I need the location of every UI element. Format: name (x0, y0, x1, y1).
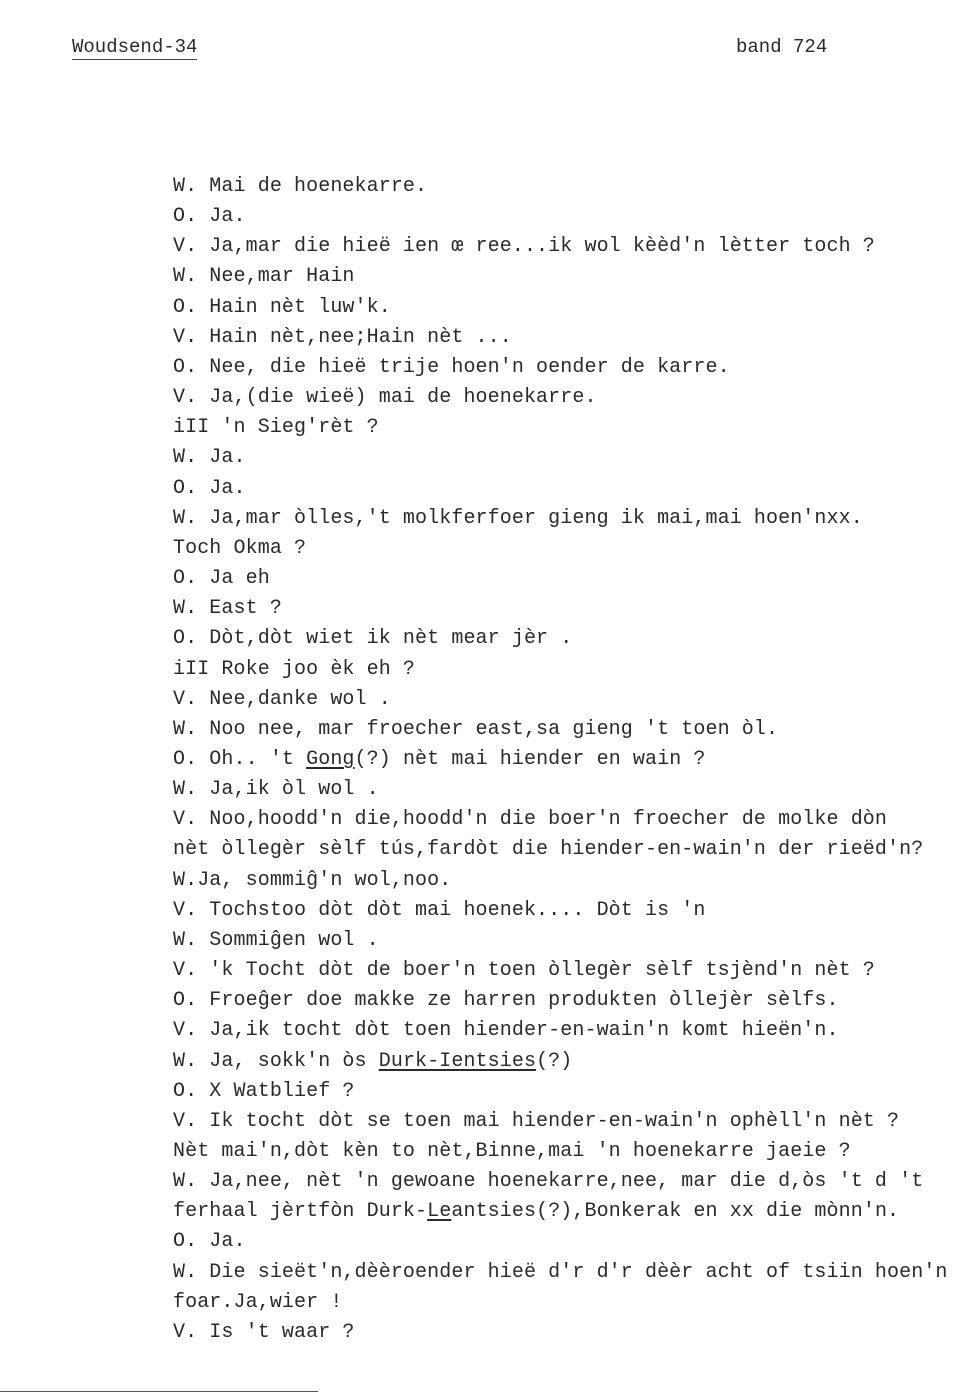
transcript-line (173, 1167, 948, 1197)
transcript-line (173, 443, 948, 473)
line-text: O. Ja. (173, 205, 246, 229)
transcript-line (173, 383, 948, 413)
transcript-line (173, 232, 948, 262)
transcript-line (173, 564, 948, 594)
transcript-line (173, 293, 948, 323)
line-text: V. Noo,hoodd'n die,hoodd'n die boer'n froecher de molke dòn (173, 808, 888, 832)
transcript-line (173, 534, 948, 564)
line-text: W. Ja. (173, 446, 246, 470)
line-text: O. Oh.. 't (173, 747, 307, 771)
transcript-line (173, 413, 948, 443)
transcript-line (173, 323, 948, 353)
transcript-line (173, 986, 948, 1016)
transcript-line (173, 262, 948, 292)
transcript-line (173, 1137, 948, 1167)
line-text: (?) nèt mai hiender en wain ? (354, 747, 706, 771)
transcript-line (173, 172, 948, 202)
line-text: W.Ja, sommiĝ'n wol,noo. (173, 868, 452, 892)
transcript-line (173, 1227, 948, 1257)
line-text: O. X Watblief ? (173, 1079, 355, 1103)
line-text: O. Hain nèt luw'k. (173, 295, 391, 319)
line-text: O. Ja. (173, 476, 246, 500)
line-text: W. East ? (173, 597, 282, 621)
transcript-line (173, 1016, 948, 1046)
transcript-line (173, 1107, 948, 1137)
transcript-line (173, 202, 948, 232)
line-text: W. Die sieët'n,dèèroender hieë d'r d'r dèèr acht of tsiin hoen'n (173, 1260, 948, 1284)
transcript-line (173, 896, 948, 926)
line-text: nèt òllegèr sèlf tús,fardòt die hiender-en-wain'n der rieëd'n? (173, 838, 924, 862)
line-text: W. Mai de hoenekarre. (173, 175, 428, 198)
line-text: foar.Ja,wier ! (173, 1290, 343, 1314)
transcript-line (173, 866, 948, 896)
line-text: V. Tochstoo dòt dòt mai hoenek.... Dòt is 'n (173, 898, 706, 922)
transcript-line (173, 655, 948, 685)
underlined-text: Durk-Ientsies (378, 1049, 537, 1073)
line-text: Nèt mai'n,dòt kèn to nèt,Binne,mai 'n hoenekarre jaeie ? (173, 1140, 851, 1163)
transcript-line (173, 594, 948, 624)
document-id: Woudsend-34 (72, 36, 198, 58)
line-text: V. Ja,mar die hieë ien œ ree...ik wol kèèd'n lètter toch ? (173, 235, 875, 259)
line-text: V. 'k Tocht dòt de boer'n toen òllegèr sèlf tsjènd'n nèt ? (173, 959, 875, 983)
transcript-line (173, 624, 948, 654)
transcript-line (173, 1258, 948, 1288)
transcript-line (173, 353, 948, 383)
line-text: W. Ja, sokk'n òs (173, 1049, 379, 1073)
transcript-line (173, 1047, 948, 1077)
line-text: (?) (536, 1049, 573, 1073)
line-text: O. Ja. (173, 1230, 246, 1254)
transcript-line (173, 1077, 948, 1107)
underlined-text: Gong (306, 747, 355, 771)
transcript-line (173, 835, 948, 865)
line-text: V. Hain nèt,nee;Hain nèt ... (173, 325, 512, 349)
transcript-line (173, 805, 948, 835)
transcript-line (173, 715, 948, 745)
line-text: V. Ja,(die wieë) mai de hoenekarre. (173, 386, 597, 410)
transcript-line (173, 504, 948, 534)
line-text: W. Nee,mar Hain (173, 265, 355, 289)
footer-rule (0, 1391, 318, 1392)
transcript-line (173, 685, 948, 715)
transcript-line (173, 956, 948, 986)
line-text: iII 'n Sieg'rèt ? (173, 416, 379, 440)
tape-number: band 724 (736, 36, 828, 58)
line-text: O. Ja eh (173, 567, 270, 591)
line-text: antsies(?),Bonkerak en xx die mònn'n. (451, 1200, 900, 1224)
line-text: V. Ja,ik tocht dòt toen hiender-en-wain'n komt hieën'n. (173, 1019, 839, 1043)
line-text: W. Noo nee, mar froecher east,sa gieng 't toen òl. (173, 717, 779, 741)
underlined-text: Le (427, 1200, 452, 1224)
line-text: W. Ja,ik òl wol . (173, 778, 379, 802)
transcript-line (173, 474, 948, 504)
transcript-line (173, 926, 948, 956)
line-text: O. Froeĝer doe makke ze harren produkten òllejèr sèlfs. (173, 989, 839, 1013)
transcript-line (173, 1288, 948, 1318)
transcript-line (173, 745, 948, 775)
transcript-body (173, 172, 948, 1348)
line-text: V. Is 't waar ? (173, 1320, 355, 1344)
line-text: iII Roke joo èk eh ? (173, 657, 416, 681)
transcript-line (173, 1318, 948, 1348)
line-text: W. Sommiĝen wol . (173, 928, 379, 952)
transcript-line (173, 1197, 948, 1227)
line-text: W. Ja,mar òlles,'t molkferfoer gieng ik mai,mai hoen'nxx. (173, 506, 863, 530)
line-text: V. Ik tocht dòt se toen mai hiender-en-wain'n ophèll'n nèt ? (173, 1109, 900, 1133)
line-text: Toch Okma ? (173, 536, 307, 560)
line-text: W. Ja,nee, nèt 'n gewoane hoenekarre,nee, mar die d,òs 't d 't (173, 1170, 924, 1194)
line-text: O. Nee, die hieë trije hoen'n oender de karre. (173, 355, 730, 379)
line-text: ferhaal jèrtfòn Durk- (173, 1200, 428, 1224)
transcript-line (173, 775, 948, 805)
line-text: O. Dòt,dòt wiet ik nèt mear jèr . (173, 627, 573, 651)
line-text: V. Nee,danke wol . (173, 687, 391, 711)
